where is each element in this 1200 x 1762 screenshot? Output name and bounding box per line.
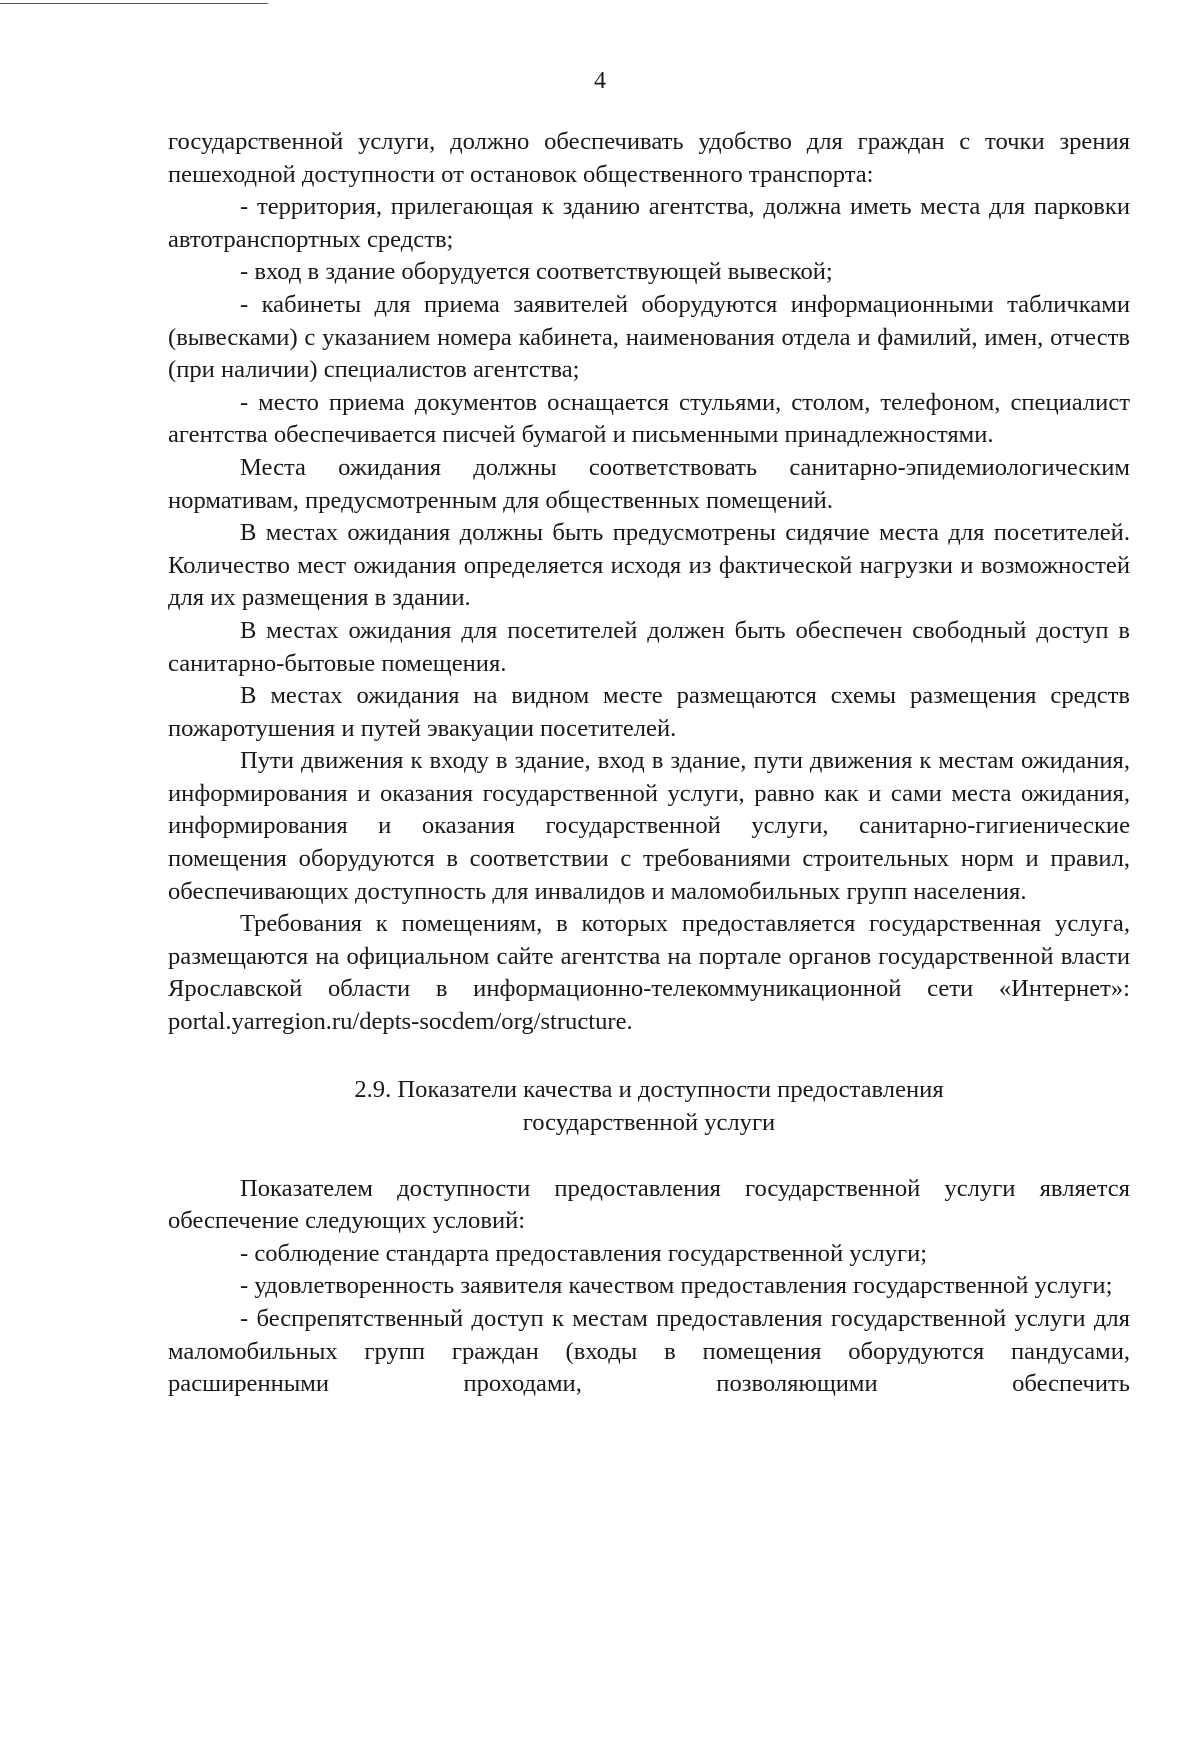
section-heading-line-2: государственной услуги	[522, 1108, 776, 1136]
list-item: - беспрепятственный доступ к местам предоставления государственной услуги для маломобильных групп граждан (входы в помещения оборудуются пандусами, расширенными проходами, позволяющими обеспечить	[168, 1305, 1130, 1398]
paragraph: Требования к помещениям, в которых предоставляется государственная услуга, размещаются на официальном сайте агентства на портале органов государственной власти Ярославской области в информационно-телекоммуникационной сети «Интернет»: portal.yarregion.ru/depts-socdem/org/structure.	[168, 910, 1130, 1036]
list-item: - место приема документов оснащается стульями, столом, телефоном, специалист агентства обеспечивается писчей бумагой и письменными принадлежностями.	[168, 388, 1130, 449]
page-number: 4	[594, 68, 606, 94]
paragraph: Показателем доступности предоставления государственной услуги является обеспечение следующих условий:	[168, 1174, 1130, 1235]
paragraph: В местах ожидания для посетителей должен быть обеспечен свободный доступ в санитарно-бытовые помещения.	[168, 616, 1130, 677]
list-item: - вход в здание оборудуется соответствующей вывеской;	[240, 258, 833, 286]
paragraph: В местах ожидания на видном месте размещаются схемы размещения средств пожаротушения и путей эвакуации посетителей.	[168, 682, 1130, 742]
list-item: - удовлетворенность заявителя качеством предоставления государственной услуги;	[240, 1272, 1113, 1300]
list-item: - кабинеты для приема заявителей оборудуются информационными табличками (вывесками) с указанием номера кабинета, наименования отдела и фамилий, имен, отчеств (при наличии) специалистов агентства;	[168, 290, 1130, 384]
paragraph: Места ожидания должны соответствовать санитарно-эпидемиологическим нормативам, предусмотренным для общественных помещений.	[168, 453, 1130, 514]
list-item: - соблюдение стандарта предоставления государственной услуги;	[240, 1239, 928, 1267]
section-heading	[168, 1073, 1130, 1139]
paragraph: В местах ожидания должны быть предусмотрены сидячие места для посетителей. Количество мест ожидания определяется исходя из фактической нагрузки и возможностей для их размещения в здании.	[168, 519, 1130, 612]
document-body	[168, 126, 1130, 1401]
list-item: - территория, прилегающая к зданию агентства, должна иметь места для парковки автотранспортных средств;	[168, 193, 1130, 253]
section-heading-line-1: 2.9. Показатели качества и доступности предоставления	[354, 1075, 944, 1103]
paragraph: Пути движения к входу в здание, вход в здание, пути движения к местам ожидания, информирования и оказания государственной услуги, равно как и сами места ожидания, информирования и оказания государственной услуги, санитарно-гигиенические помещения оборудуются в соответствии с требованиями строительных норм и правил, обеспечивающих доступность для инвалидов и маломобильных групп населения.	[168, 747, 1130, 905]
scan-edge-line	[0, 3, 268, 4]
paragraph: государственной услуги, должно обеспечивать удобство для граждан с точки зрения пешеходной доступности от остановок общественного транспорта:	[168, 128, 1130, 188]
